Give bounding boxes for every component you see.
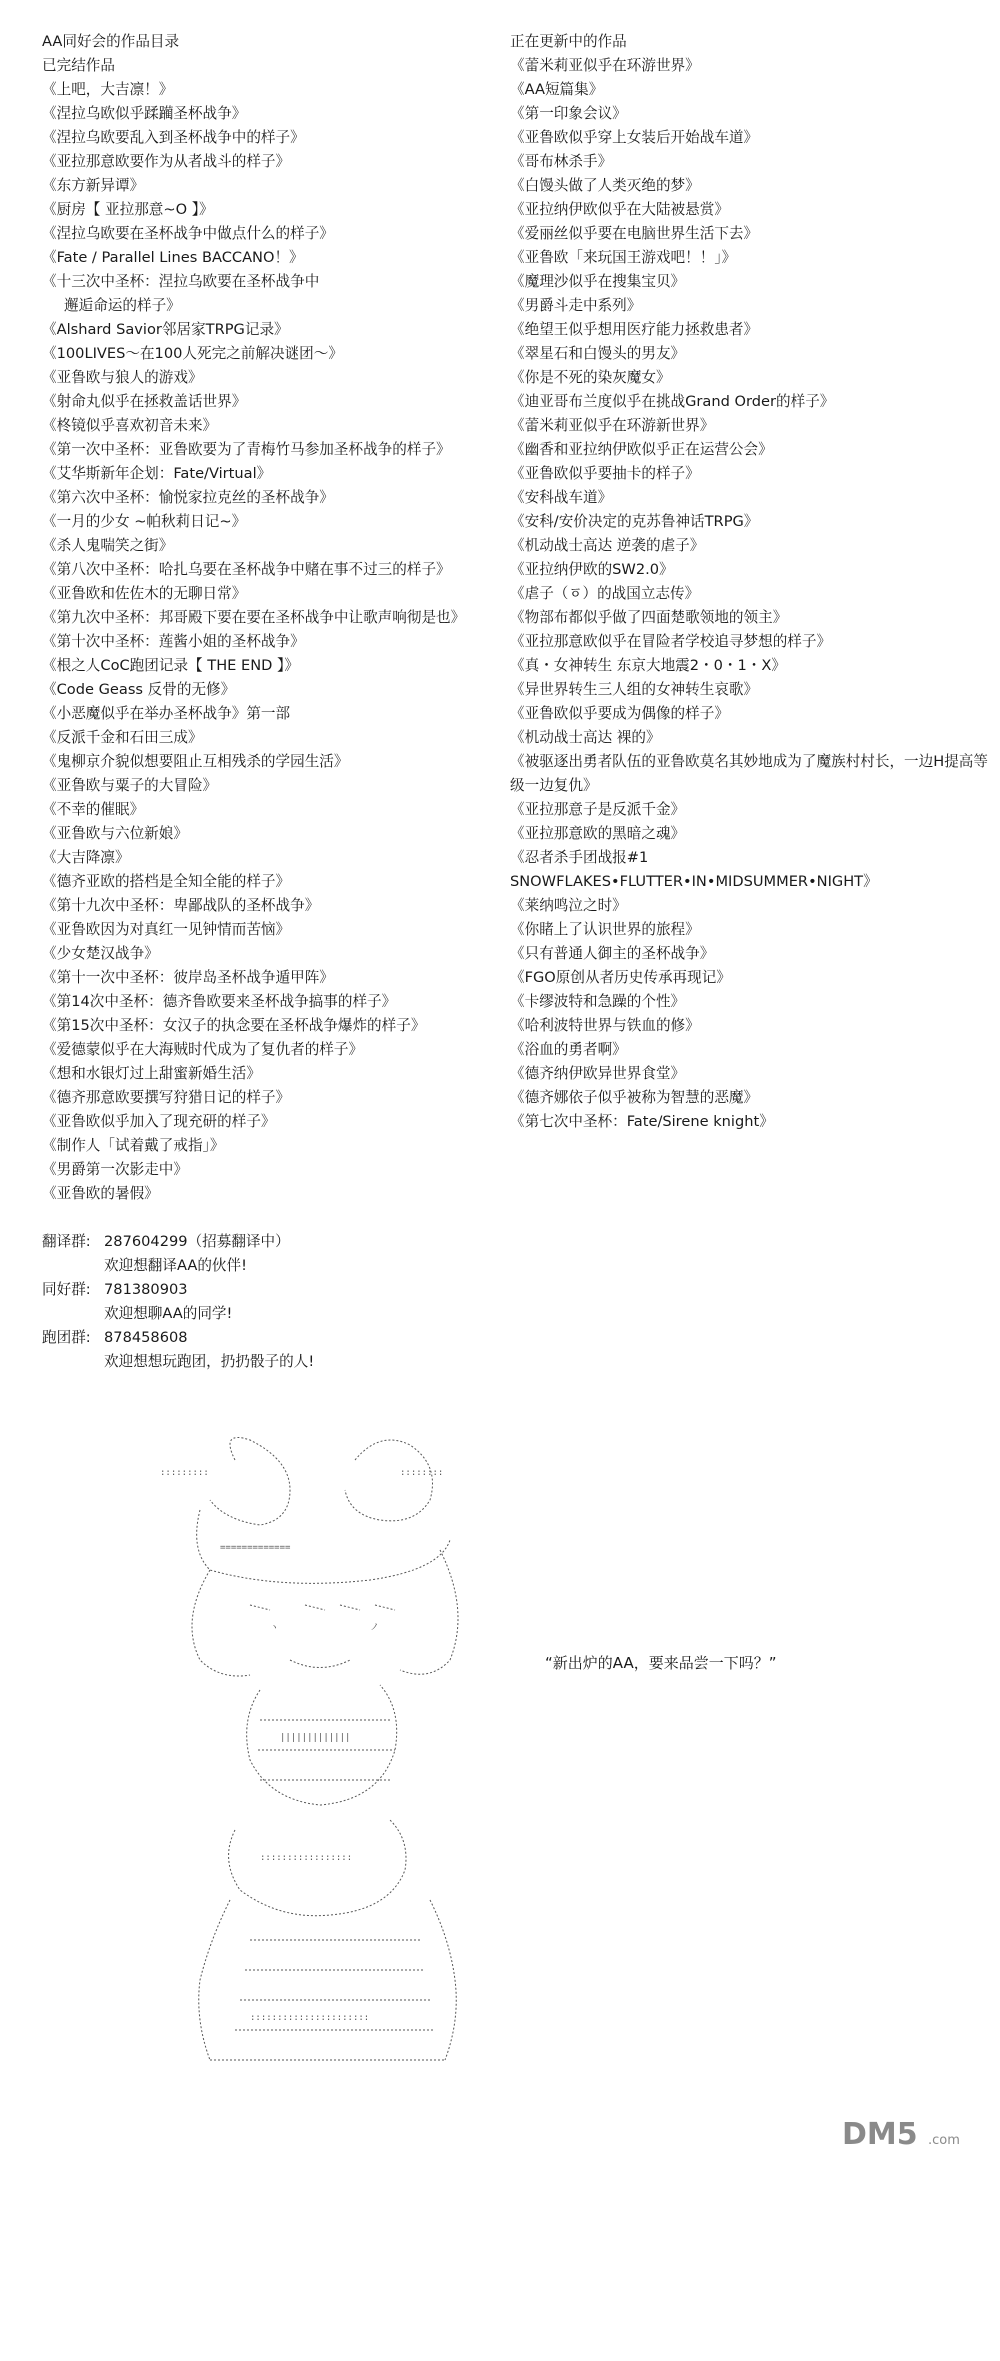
work-item: 《迪亚哥布兰度似乎在挑战Grand Order的样子》: [510, 393, 835, 410]
work-item: 《第九次中圣杯：邦哥殿下要在要在圣杯战争中让歌声响彻是也》: [42, 609, 466, 626]
work-item: 《哈利波特世界与铁血的修》: [510, 1017, 700, 1034]
work-item: 《哥布林杀手》: [510, 153, 613, 170]
ascii-art-caption: “新出炉的AA，要来品尝一下吗？”: [545, 1654, 777, 1672]
work-item: 《Alshard Savior邻居家TRPG记录》: [42, 321, 289, 338]
work-item: 《亚鲁欧与粟子的大冒险》: [42, 777, 218, 794]
work-item: 《Code Geass 反骨的无修》: [42, 681, 236, 698]
work-item: 《男爵斗走中系列》: [510, 297, 642, 314]
work-item: 《想和水银灯过上甜蜜新婚生活》: [42, 1065, 261, 1082]
work-item: 《德齐娜依子似乎被称为智慧的恶魔》: [510, 1089, 759, 1106]
work-item: 《亚鲁欧似乎要成为偶像的样子》: [510, 705, 729, 722]
work-item: 《第一次中圣杯：亚鲁欧要为了青梅竹马参加圣杯战争的样子》: [42, 441, 451, 458]
svg-text:|||||||||||||: |||||||||||||: [280, 1733, 351, 1743]
work-item: 《亚拉那意欧似乎在冒险者学校追寻梦想的样子》: [510, 633, 832, 650]
right-column: [510, 30, 990, 1134]
work-item: 《第15次中圣杯：女汉子的执念要在圣杯战争爆炸的样子》: [42, 1017, 426, 1034]
work-item: 《绝望王似乎想用医疗能力拯救患者》: [510, 321, 759, 338]
work-item: 《亚拉那意欧的黑暗之魂》: [510, 825, 686, 842]
work-item: 《第八次中圣杯：哈扎乌要在圣杯战争中赌在事不过三的样子》: [42, 561, 451, 578]
work-item: 《亚鲁欧似乎要抽卡的样子》: [510, 465, 700, 482]
work-item: 《物部布都似乎做了四面楚歌领地的领主》: [510, 609, 788, 626]
work-item: 《FGO原创从者历史传承再现记》: [510, 969, 731, 986]
work-item: 《爱丽丝似乎要在电脑世界生活下去》: [510, 225, 759, 242]
work-item: 《莱纳鸣泣之时》: [510, 897, 627, 914]
work-item: 《AA短篇集》: [510, 81, 604, 98]
work-item: 《厨房【 亚拉那意~O 】》: [42, 201, 214, 218]
work-item: 《亚拉纳伊欧似乎在大陆被悬赏》: [510, 201, 729, 218]
work-item: 《一月的少女 ~帕秋莉日记~》: [42, 513, 247, 530]
work-item: 《亚鲁欧与狼人的游戏》: [42, 369, 203, 386]
catalog-header: AA同好会的作品目录: [42, 33, 180, 50]
work-item: 《真・女神转生 东京大地震2・0・1・X》: [510, 657, 786, 674]
work-item: 《亚鲁欧的暑假》: [42, 1185, 159, 1202]
work-item: 《虐子（ㆆ）的战国立志传》: [510, 585, 700, 602]
work-item: 《魔理沙似乎在搜集宝贝》: [510, 273, 686, 290]
logo-suffix: .com: [928, 2133, 960, 2148]
work-item: 《安科战车道》: [510, 489, 613, 506]
left-column: [42, 30, 512, 1374]
work-item: 《亚鲁欧和佐佐木的无聊日常》: [42, 585, 247, 602]
svg-text:::::::::: ::::::::: [400, 1468, 444, 1478]
work-item: 《翠星石和白馒头的男友》: [510, 345, 686, 362]
group-label: 同好群:: [42, 1281, 91, 1298]
group-label: 跑团群:: [42, 1329, 91, 1346]
work-item: 《Fate / Parallel Lines BACCANO！》: [42, 249, 304, 266]
work-item: 《亚拉那意欧要作为从者战斗的样子》: [42, 153, 291, 170]
work-item: 《艾华斯新年企划：Fate/Virtual》: [42, 465, 272, 482]
trpg-group: [42, 1326, 512, 1374]
work-item: 《男爵第一次影走中》: [42, 1161, 188, 1178]
work-item: 《机动战士高达 逆袭的虐子》: [510, 537, 705, 554]
fan-group: [42, 1278, 512, 1326]
work-item: 《鬼柳京介貌似想要阻止互相残杀的学园生活》: [42, 753, 349, 770]
work-item: 《爱德蒙似乎在大海贼时代成为了复仇者的样子》: [42, 1041, 364, 1058]
ongoing-works-heading: 正在更新中的作品: [510, 33, 627, 50]
work-item: 《不幸的催眠》: [42, 801, 145, 818]
svg-text:ヽ: ヽ: [270, 1623, 280, 1633]
work-item: 《第十次中圣杯：莲酱小姐的圣杯战争》: [42, 633, 305, 650]
group-description: 欢迎想想玩跑团，扔扔骰子的人!: [104, 1353, 315, 1370]
svg-text:::::::::::::::::::::::: ::::::::::::::::::::::: [250, 2013, 370, 2023]
group-description: 欢迎想翻译AA的伙伴!: [104, 1257, 247, 1274]
dm5-logo: [842, 2112, 992, 2156]
work-item: 《小恶魔似乎在举办圣杯战争》第一部: [42, 705, 291, 722]
work-item: 《第14次中圣杯：德齐鲁欧要来圣杯战争搞事的样子》: [42, 993, 397, 1010]
work-item: 《第六次中圣杯：愉悦家拉克丝的圣杯战争》: [42, 489, 334, 506]
work-item-continued: 邂逅命运的样子》: [64, 297, 181, 314]
group-number: 878458608: [104, 1329, 188, 1346]
work-item: 《德齐亚欧的搭档是全知全能的样子》: [42, 873, 291, 890]
work-item: 《被驱逐出勇者队伍的亚鲁欧莫名其妙地成为了魔族村村长，一边H提高等级一边复仇》: [510, 753, 988, 794]
work-item: 《安科/安价决定的克苏鲁神话TRPG》: [510, 513, 759, 530]
logo-text: DM5: [842, 2117, 918, 2152]
qq-groups: [42, 1230, 512, 1374]
work-item: 《涅拉乌欧要乱入到圣杯战争中的样子》: [42, 129, 305, 146]
work-item: 《柊镜似乎喜欢初音未来》: [42, 417, 218, 434]
work-item: 《涅拉乌欧要在圣杯战争中做点什么的样子》: [42, 225, 334, 242]
work-item: 《浴血的勇者啊》: [510, 1041, 627, 1058]
work-item: 《德齐纳伊欧异世界食堂》: [510, 1065, 686, 1082]
work-item: 《忍者杀手团战报#1 SNOWFLAKES•FLUTTER•IN•MIDSUMMER•NIGHT》: [510, 849, 878, 890]
work-item: 《亚拉那意子是反派千金》: [510, 801, 686, 818]
work-item: 《亚鲁欧似乎穿上女装后开始战车道》: [510, 129, 759, 146]
group-label: 翻译群:: [42, 1233, 91, 1250]
work-item: 《反派千金和石田三成》: [42, 729, 203, 746]
work-item: 《机动战士高达 裸的》: [510, 729, 661, 746]
work-item: 《卡缪波特和急躁的个性》: [510, 993, 686, 1010]
work-item: 《射命丸似乎在拯救盖话世界》: [42, 393, 247, 410]
work-item: 《你是不死的染灰魔女》: [510, 369, 671, 386]
work-item: 《大吉降凛》: [42, 849, 130, 866]
work-item: 《根之人CoC跑团记录【 THE END 】》: [42, 657, 299, 674]
work-item: 《蕾米莉亚似乎在环游新世界》: [510, 417, 715, 434]
group-number: 781380903: [104, 1281, 188, 1298]
work-item: 《亚拉纳伊欧的SW2.0》: [510, 561, 674, 578]
translation-group: [42, 1230, 512, 1278]
work-item: 《上吧，大吉凛！》: [42, 81, 174, 98]
work-item: 《100LIVES～在100人死完之前解决谜团～》: [42, 345, 343, 362]
work-item: 《亚鲁欧似乎加入了现充研的样子》: [42, 1113, 276, 1130]
work-item: 《只有普通人御主的圣杯战争》: [510, 945, 715, 962]
work-item: 《杀人鬼喘笑之街》: [42, 537, 174, 554]
ongoing-works-list: [510, 54, 990, 1134]
work-item: 《制作人「试着戴了戒指」》: [42, 1137, 225, 1154]
work-item: 《你睹上了认识世界的旅程》: [510, 921, 700, 938]
work-item: 《第十九次中圣杯：卑鄙战队的圣杯战争》: [42, 897, 320, 914]
svg-text::::::::::: :::::::::: [160, 1468, 209, 1478]
svg-text:=============: =============: [220, 1543, 291, 1553]
work-item: 《异世界转生三人组的女神转生哀歌》: [510, 681, 759, 698]
work-item: 《德齐那意欧要撰写狩猎日记的样子》: [42, 1089, 291, 1106]
ascii-art-character-illustration: [140, 1420, 520, 2090]
work-item: 《十三次中圣杯：涅拉乌欧要在圣杯战争中: [42, 273, 320, 290]
completed-works-heading: 已完结作品: [42, 57, 115, 74]
work-item: 《第一印象会议》: [510, 105, 627, 122]
work-item: 《亚鲁欧与六位新娘》: [42, 825, 188, 842]
work-item: 《亚鲁欧因为对真红一见钟情而苦恼》: [42, 921, 291, 938]
work-item: 《蕾米莉亚似乎在环游世界》: [510, 57, 700, 74]
svg-text::::::::::::::::::: :::::::::::::::::: [260, 1853, 353, 1863]
group-number: 287604299（招募翻译中）: [104, 1233, 290, 1250]
work-item: 《涅拉乌欧似乎蹂躏圣杯战争》: [42, 105, 247, 122]
work-item: 《白馒头做了人类灭绝的梦》: [510, 177, 700, 194]
work-item: 《少女楚汉战争》: [42, 945, 159, 962]
work-item: 《东方新异谭》: [42, 177, 145, 194]
work-item: 《第十一次中圣杯：彼岸岛圣杯战争遁甲阵》: [42, 969, 334, 986]
group-description: 欢迎想聊AA的同学!: [104, 1305, 233, 1322]
svg-text:ノ: ノ: [370, 1623, 380, 1633]
work-item: 《第七次中圣杯：Fate/Sirene knight》: [510, 1113, 774, 1130]
work-item: 《幽香和亚拉纳伊欧似乎正在运营公会》: [510, 441, 773, 458]
work-item: 《亚鲁欧「来玩国王游戏吧！！」》: [510, 249, 737, 266]
completed-works-list: [42, 78, 512, 1206]
